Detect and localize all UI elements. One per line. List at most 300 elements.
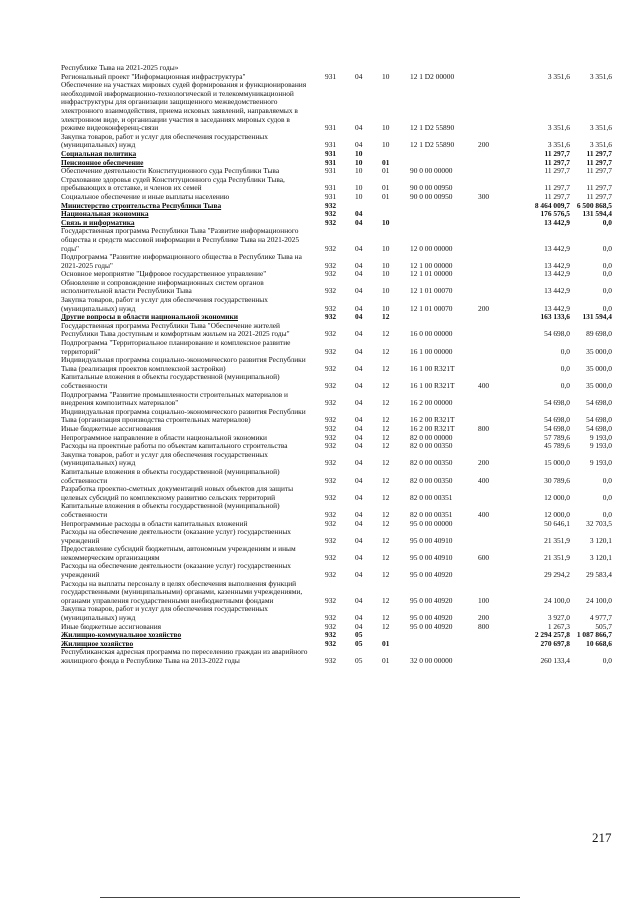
row-c2: 04 — [355, 552, 363, 562]
row-c1: 932 — [325, 312, 337, 322]
row-c6: 13 442,9 — [544, 260, 570, 270]
table-row — [0, 279, 640, 296]
row-c6: 45 789,6 — [544, 441, 570, 451]
row-c4: 12 1 01 00070 — [410, 286, 453, 296]
row-c3: 12 — [382, 441, 390, 451]
row-c6: 11 297,7 — [544, 166, 570, 176]
row-c2: 04 — [355, 269, 363, 279]
row-c7: 35 000,0 — [586, 346, 612, 356]
row-c4: 16 2 00 00000 — [410, 398, 453, 408]
row-c3: 10 — [382, 243, 390, 253]
page-number: 217 — [592, 830, 612, 845]
row-c4: 90 0 00 00950 — [410, 183, 453, 193]
row-c6: 13 442,9 — [544, 303, 570, 313]
row-c7: 3 120,1 — [589, 552, 612, 562]
row-c7: 54 698,0 — [586, 398, 612, 408]
row-c4: 16 1 00 R321T — [410, 363, 455, 373]
row-c5: 200 — [478, 303, 490, 313]
row-c7: 3 351,6 — [589, 71, 612, 81]
row-c3: 12 — [382, 570, 390, 580]
row-c1: 932 — [325, 475, 337, 485]
row-c3: 10 — [382, 260, 390, 270]
row-c7: 24 100,0 — [586, 595, 612, 605]
row-c6: 13 442,9 — [544, 217, 570, 227]
row-c2: 04 — [355, 535, 363, 545]
row-c1: 932 — [325, 638, 337, 648]
row-c2: 04 — [355, 518, 363, 528]
table-row — [0, 545, 640, 562]
row-c2: 10 — [355, 148, 363, 158]
row-c2: 10 — [355, 157, 363, 167]
row-c6: 30 789,6 — [544, 475, 570, 485]
row-c3: 12 — [382, 518, 390, 528]
row-c1: 931 — [325, 191, 337, 201]
row-c3: 12 — [382, 363, 390, 373]
row-c2: 04 — [355, 492, 363, 502]
row-c1: 931 — [325, 123, 337, 133]
row-c7: 35 000,0 — [586, 363, 612, 373]
row-c1: 932 — [325, 329, 337, 339]
row-c6: 0,0 — [560, 381, 570, 391]
row-c2: 04 — [355, 415, 363, 425]
row-c4: 12 1 D2 55890 — [410, 123, 455, 133]
row-c1: 932 — [325, 286, 337, 296]
row-c6: 50 646,1 — [544, 518, 570, 528]
row-c6: 15 000,0 — [544, 458, 570, 468]
row-name: Иные бюджетные ассигнования — [61, 423, 162, 433]
row-c7: 11 297,7 — [586, 166, 612, 176]
row-c3: 12 — [382, 475, 390, 485]
row-c7: 0,0 — [602, 303, 612, 313]
row-c3: 10 — [382, 123, 390, 133]
row-c2: 04 — [355, 509, 363, 519]
row-c3: 12 — [382, 509, 390, 519]
row-c1: 932 — [325, 595, 337, 605]
row-c7: 89 698,0 — [586, 329, 612, 339]
row-c4: 82 0 00 00350 — [410, 441, 453, 451]
row-c6: 260 133,4 — [540, 656, 570, 666]
row-name: Расходы на выплаты персоналу в целях обеспечения выполнения функций государственными (муниципальными) органами, казенными учреждениями, органами управления государственными внебюджетными фондами — [61, 578, 303, 605]
row-name: Государственная программа Республики Тыва "Обеспечение жителей Республики Тыва доступным и комфортным жильем на 2021-2025 годы" — [61, 320, 290, 339]
row-c6: 13 442,9 — [544, 243, 570, 253]
row-name: Страхование здоровья судей Конституционного суда Республики Тыва, пребывающих в отставке, и членов их семей — [61, 174, 285, 193]
row-c7: 32 703,5 — [586, 518, 612, 528]
table-row — [0, 648, 640, 665]
row-c6: 57 789,6 — [544, 432, 570, 442]
row-name: Министерство строительства Республики Тыва — [61, 200, 222, 210]
row-c7: 0,0 — [602, 243, 612, 253]
table-row — [0, 391, 640, 408]
row-c7: 0,0 — [602, 217, 612, 227]
row-c4: 90 0 00 00950 — [410, 191, 453, 201]
row-c2: 04 — [355, 595, 363, 605]
table-row — [0, 485, 640, 502]
row-c7: 4 977,7 — [589, 613, 612, 623]
row-c1: 931 — [325, 71, 337, 81]
row-c7: 6 500 868,5 — [576, 200, 612, 210]
row-c4: 16 2 00 R321T — [410, 415, 455, 425]
row-c6: 11 297,7 — [544, 191, 570, 201]
row-c5: 100 — [478, 595, 490, 605]
row-c4: 16 0 00 00000 — [410, 329, 453, 339]
row-c3: 12 — [382, 346, 390, 356]
row-name: Социальная политика — [61, 148, 137, 158]
row-c7: 11 297,7 — [586, 148, 612, 158]
row-c4: 12 1 D2 55890 — [410, 140, 455, 150]
row-c1: 931 — [325, 183, 337, 193]
row-c5: 800 — [478, 423, 490, 433]
row-name: Государственная программа Республики Тыва "Развитие информационного общества и средств массовой информации в Республике Тыва на 2021-2025 годы" — [61, 226, 300, 253]
row-c3: 12 — [382, 398, 390, 408]
row-c1: 932 — [325, 423, 337, 433]
row-c6: 176 576,5 — [540, 209, 570, 219]
row-name: Обеспечение деятельности Конституционного суда Республики Тыва — [61, 166, 280, 176]
table-row — [0, 528, 640, 545]
row-c4: 95 0 00 40920 — [410, 621, 453, 631]
row-c4: 16 1 00 R321T — [410, 381, 455, 391]
table-row — [0, 502, 640, 519]
row-c2: 10 — [355, 166, 363, 176]
row-name: Социальное обеспечение и иные выплаты населению — [61, 191, 230, 201]
row-c6: 8 464 009,7 — [534, 200, 570, 210]
row-c5: 400 — [478, 381, 490, 391]
row-c3: 01 — [382, 191, 390, 201]
row-c6: 270 697,8 — [540, 638, 570, 648]
row-c3: 01 — [382, 656, 390, 666]
row-name: Разработка проектно-сметных документаций новых объектов для защиты целевых субсидий по комплексному развитию сельских территорий — [61, 484, 294, 502]
row-c1: 932 — [325, 260, 337, 270]
row-c1: 932 — [325, 552, 337, 562]
row-c2: 04 — [355, 346, 363, 356]
row-c2: 04 — [355, 570, 363, 580]
row-c1: 932 — [325, 621, 337, 631]
row-name: Закупка товаров, работ и услуг для обеспечения государственных (муниципальных) нужд — [61, 131, 268, 150]
row-c3: 01 — [382, 638, 390, 648]
row-c2: 04 — [355, 243, 363, 253]
row-c2: 04 — [355, 209, 363, 219]
row-c1: 932 — [325, 613, 337, 623]
row-c3: 12 — [382, 423, 390, 433]
row-c6: 12 000,0 — [544, 509, 570, 519]
row-c2: 04 — [355, 260, 363, 270]
row-c6: 54 698,0 — [544, 398, 570, 408]
row-c1: 932 — [325, 346, 337, 356]
table-row — [0, 253, 640, 270]
row-c4: 95 0 00 00000 — [410, 518, 453, 528]
row-c6: 0,0 — [560, 363, 570, 373]
row-c6: 54 698,0 — [544, 423, 570, 433]
row-c3: 10 — [382, 269, 390, 279]
row-c3: 10 — [382, 140, 390, 150]
row-c4: 82 0 00 00350 — [410, 458, 453, 468]
row-name: Индивидуальная программа социально-экономического развития Республики Тыва (реализация проектов комплексной застройки) — [61, 355, 306, 373]
table-row — [0, 322, 640, 339]
row-c1: 931 — [325, 166, 337, 176]
row-c7: 35 000,0 — [586, 381, 612, 391]
table-row — [0, 562, 640, 579]
row-c2: 04 — [355, 613, 363, 623]
row-c3: 01 — [382, 183, 390, 193]
row-c1: 932 — [325, 492, 337, 502]
row-c4: 82 0 00 00351 — [410, 492, 453, 502]
row-c2: 10 — [355, 183, 363, 193]
row-c6: 21 351,9 — [544, 552, 570, 562]
table-row — [0, 451, 640, 468]
row-name: Подпрограмма "Территориальное планирование и комплексное развитие территорий" — [61, 338, 291, 356]
row-name: Закупка товаров, работ и услуг для обеспечения государственных (муниципальных) нужд — [61, 449, 268, 468]
row-c6: 0,0 — [560, 346, 570, 356]
row-c2: 04 — [355, 398, 363, 408]
row-c2: 04 — [355, 475, 363, 485]
row-c6: 24 100,0 — [544, 595, 570, 605]
row-c2: 04 — [355, 381, 363, 391]
row-c2: 04 — [355, 303, 363, 313]
row-name: Капитальные вложения в объекты государственной (муниципальной) собственности — [61, 372, 280, 391]
row-c2: 04 — [355, 621, 363, 631]
table-row — [0, 605, 640, 622]
row-c1: 932 — [325, 518, 337, 528]
row-c1: 932 — [325, 398, 337, 408]
row-c6: 13 442,9 — [544, 286, 570, 296]
row-c4: 12 1 00 00000 — [410, 260, 453, 270]
row-c7: 9 193,0 — [589, 432, 612, 442]
row-c3: 12 — [382, 535, 390, 545]
row-c7: 11 297,7 — [586, 183, 612, 193]
row-name: Расходы на обеспечение деятельности (оказание услуг) государственных учреждений — [61, 561, 292, 580]
row-c1: 932 — [325, 243, 337, 253]
row-c7: 3 120,1 — [589, 535, 612, 545]
row-name: Непрограммные расходы в области капитальных вложений — [61, 518, 248, 528]
row-c7: 0,0 — [602, 492, 612, 502]
row-c3: 10 — [382, 286, 390, 296]
row-c7: 9 193,0 — [589, 458, 612, 468]
row-name: Связь и информатика — [61, 217, 135, 227]
row-c1: 931 — [325, 140, 337, 150]
row-c7: 3 351,6 — [589, 140, 612, 150]
row-c1: 932 — [325, 363, 337, 373]
row-c1: 932 — [325, 217, 337, 227]
row-c4: 82 0 00 00350 — [410, 475, 453, 485]
row-c5: 800 — [478, 621, 490, 631]
row-name: Жилищное хозяйство — [61, 638, 134, 648]
row-c3: 12 — [382, 552, 390, 562]
row-c2: 04 — [355, 363, 363, 373]
row-c5: 200 — [478, 140, 490, 150]
row-name: Расходы на обеспечение деятельности (оказание услуг) государственных учреждений — [61, 527, 292, 545]
row-name: Индивидуальная программа социально-экономического развития Республики Тыва (организация производства строительных материалов) — [61, 406, 306, 425]
row-c4: 82 0 00 00351 — [410, 509, 453, 519]
row-c3: 12 — [382, 381, 390, 391]
row-c1: 932 — [325, 570, 337, 580]
row-c2: 04 — [355, 71, 363, 81]
row-name: Республиканская адресная программа по переселению граждан из аварийного жилищного фонда в Республике Тыва на 2013-2022 годы — [61, 647, 308, 666]
row-c2: 04 — [355, 432, 363, 442]
row-name: Обновление и сопровождение информационных систем органов исполнительной власти Республики Тыва — [61, 277, 264, 296]
row-name: Республике Тыва на 2021-2025 годы» — [61, 63, 179, 72]
row-name: Расходы на проектные работы по объектам капитального строительства — [61, 441, 288, 451]
row-c5: 200 — [478, 458, 490, 468]
row-c6: 54 698,0 — [544, 329, 570, 339]
table-row — [0, 339, 640, 356]
row-c7: 9 193,0 — [589, 441, 612, 451]
row-c7: 11 297,7 — [586, 157, 612, 167]
row-c3: 12 — [382, 621, 390, 631]
row-c5: 600 — [478, 552, 490, 562]
row-c1: 932 — [325, 535, 337, 545]
table-row — [0, 373, 640, 390]
row-c2: 10 — [355, 191, 363, 201]
row-c3: 01 — [382, 166, 390, 176]
row-name: Предоставление субсидий бюджетным, автономным учреждениям и иным некоммерческим организациям — [61, 544, 296, 562]
row-c6: 11 297,7 — [544, 183, 570, 193]
table-row — [0, 408, 640, 425]
row-c3: 12 — [382, 329, 390, 339]
row-c7: 29 583,4 — [586, 570, 612, 580]
row-c3: 12 — [382, 492, 390, 502]
row-c4: 12 0 00 00000 — [410, 243, 453, 253]
table-row — [0, 468, 640, 485]
row-c4: 32 0 00 00000 — [410, 656, 453, 666]
row-c4: 95 0 00 40920 — [410, 613, 453, 623]
row-c7: 0,0 — [602, 475, 612, 485]
row-c5: 300 — [478, 191, 490, 201]
row-c1: 932 — [325, 458, 337, 468]
row-c3: 10 — [382, 303, 390, 313]
row-c5: 400 — [478, 509, 490, 519]
row-c4: 12 1 D2 00000 — [410, 71, 455, 81]
row-c1: 932 — [325, 656, 337, 666]
row-c6: 21 351,9 — [544, 535, 570, 545]
table-row — [0, 580, 640, 606]
row-c6: 29 294,2 — [544, 570, 570, 580]
row-c4: 95 0 00 40910 — [410, 535, 453, 545]
row-c6: 54 698,0 — [544, 415, 570, 425]
row-name: Национальная экономика — [61, 209, 149, 219]
row-c1: 932 — [325, 415, 337, 425]
row-c7: 131 594,4 — [582, 312, 612, 322]
row-c6: 2 294 257,8 — [534, 630, 570, 640]
row-c2: 05 — [355, 630, 363, 640]
row-c7: 54 698,0 — [586, 415, 612, 425]
row-name: Закупка товаров, работ и услуг для обеспечения государственных (муниципальных) нужд — [61, 604, 268, 623]
row-c6: 3 351,6 — [547, 71, 570, 81]
row-c7: 0,0 — [602, 269, 612, 279]
row-c4: 16 2 00 R321T — [410, 423, 455, 433]
row-c4: 95 0 00 40920 — [410, 595, 453, 605]
row-c2: 04 — [355, 458, 363, 468]
row-c2: 04 — [355, 423, 363, 433]
row-c2: 04 — [355, 312, 363, 322]
row-c1: 931 — [325, 148, 337, 158]
row-c6: 3 351,6 — [547, 140, 570, 150]
row-c7: 3 351,6 — [589, 123, 612, 133]
row-c1: 932 — [325, 303, 337, 313]
row-name: Пенсионное обеспечение — [61, 157, 144, 167]
row-c5: 200 — [478, 613, 490, 623]
row-c6: 13 442,9 — [544, 269, 570, 279]
table-row — [0, 176, 640, 193]
row-c4: 12 1 01 00000 — [410, 269, 453, 279]
table-row — [0, 356, 640, 373]
row-name: Закупка товаров, работ и услуг для обеспечения государственных (муниципальных) нужд — [61, 295, 268, 313]
row-name: Подпрограмма "Развитие промышленности строительных материалов и внедрения композитных материалов" — [61, 389, 288, 408]
row-c2: 04 — [355, 140, 363, 150]
row-c7: 0,0 — [602, 260, 612, 270]
row-c6: 3 351,6 — [547, 123, 570, 133]
row-name: Капитальные вложения в объекты государственной (муниципальной) собственности — [61, 501, 280, 519]
row-c2: 04 — [355, 286, 363, 296]
row-c4: 90 0 00 00000 — [410, 166, 453, 176]
row-c1: 932 — [325, 269, 337, 279]
row-c7: 505,7 — [595, 621, 612, 631]
table-row — [0, 81, 640, 133]
row-c4: 95 0 00 40920 — [410, 570, 453, 580]
row-name: Жилищно-коммунальное хозяйство — [61, 630, 182, 640]
row-name: Непрограммное направление в области национальной экономики — [61, 432, 267, 442]
row-c4: 82 0 00 00000 — [410, 432, 453, 442]
row-c1: 932 — [325, 509, 337, 519]
row-c3: 12 — [382, 415, 390, 425]
row-c1: 932 — [325, 432, 337, 442]
row-c7: 131 594,4 — [582, 209, 612, 219]
row-c3: 12 — [382, 432, 390, 442]
row-c6: 163 133,6 — [540, 312, 570, 322]
row-c6: 12 000,0 — [544, 492, 570, 502]
row-c1: 932 — [325, 441, 337, 451]
table-row — [0, 133, 640, 150]
row-c3: 10 — [382, 217, 390, 227]
row-c2: 04 — [355, 329, 363, 339]
row-c6: 3 927,0 — [547, 613, 570, 623]
row-c7: 0,0 — [602, 509, 612, 519]
row-name: Капитальные вложения в объекты государственной (муниципальной) собственности — [61, 466, 280, 485]
row-c1: 932 — [325, 200, 337, 210]
row-c2: 05 — [355, 656, 363, 666]
table-row — [0, 227, 640, 253]
row-c3: 01 — [382, 157, 390, 167]
row-name: Иные бюджетные ассигнования — [61, 621, 162, 631]
row-c2: 04 — [355, 217, 363, 227]
row-c3: 12 — [382, 458, 390, 468]
table-row — [0, 296, 640, 313]
row-c1: 932 — [325, 630, 337, 640]
row-c2: 04 — [355, 441, 363, 451]
row-c7: 0,0 — [602, 286, 612, 296]
row-c3: 12 — [382, 595, 390, 605]
row-name: Другие вопросы в области национальной экономики — [61, 312, 239, 322]
row-c3: 12 — [382, 312, 390, 322]
row-name: Основное мероприятие "Цифровое государственное управление" — [61, 269, 267, 279]
bottom-rule — [100, 897, 520, 898]
row-c6: 11 297,7 — [544, 148, 570, 158]
row-c2: 04 — [355, 123, 363, 133]
row-c3: 10 — [382, 71, 390, 81]
row-c7: 1 087 866,7 — [576, 630, 612, 640]
row-c5: 400 — [478, 475, 490, 485]
row-c3: 12 — [382, 613, 390, 623]
row-name: Подпрограмма "Развитие информационного общества в Республике Тыва на 2021-2025 годы" — [61, 252, 302, 270]
row-c4: 12 1 01 00070 — [410, 303, 453, 313]
row-c2: 05 — [355, 638, 363, 648]
row-c7: 0,0 — [602, 656, 612, 666]
row-c1: 931 — [325, 157, 337, 167]
row-c7: 10 668,6 — [586, 638, 612, 648]
row-name: Региональный проект "Информационная инфраструктура" — [61, 71, 246, 81]
row-c6: 1 267,3 — [547, 621, 570, 631]
budget-table — [0, 64, 640, 666]
row-name: Обеспечение на участках мировых судей формирования и функционирования необходимой информационно-технологической и телекоммуникационной инфраструктуры для организации защищенного межведомственного электронного взаимодействия, приема исковых заявлений, направляемых в электронном виде, и организации участия в заседаниях мировых судов в режиме видеоконференц-связи — [61, 80, 307, 133]
row-c7: 54 698,0 — [586, 423, 612, 433]
